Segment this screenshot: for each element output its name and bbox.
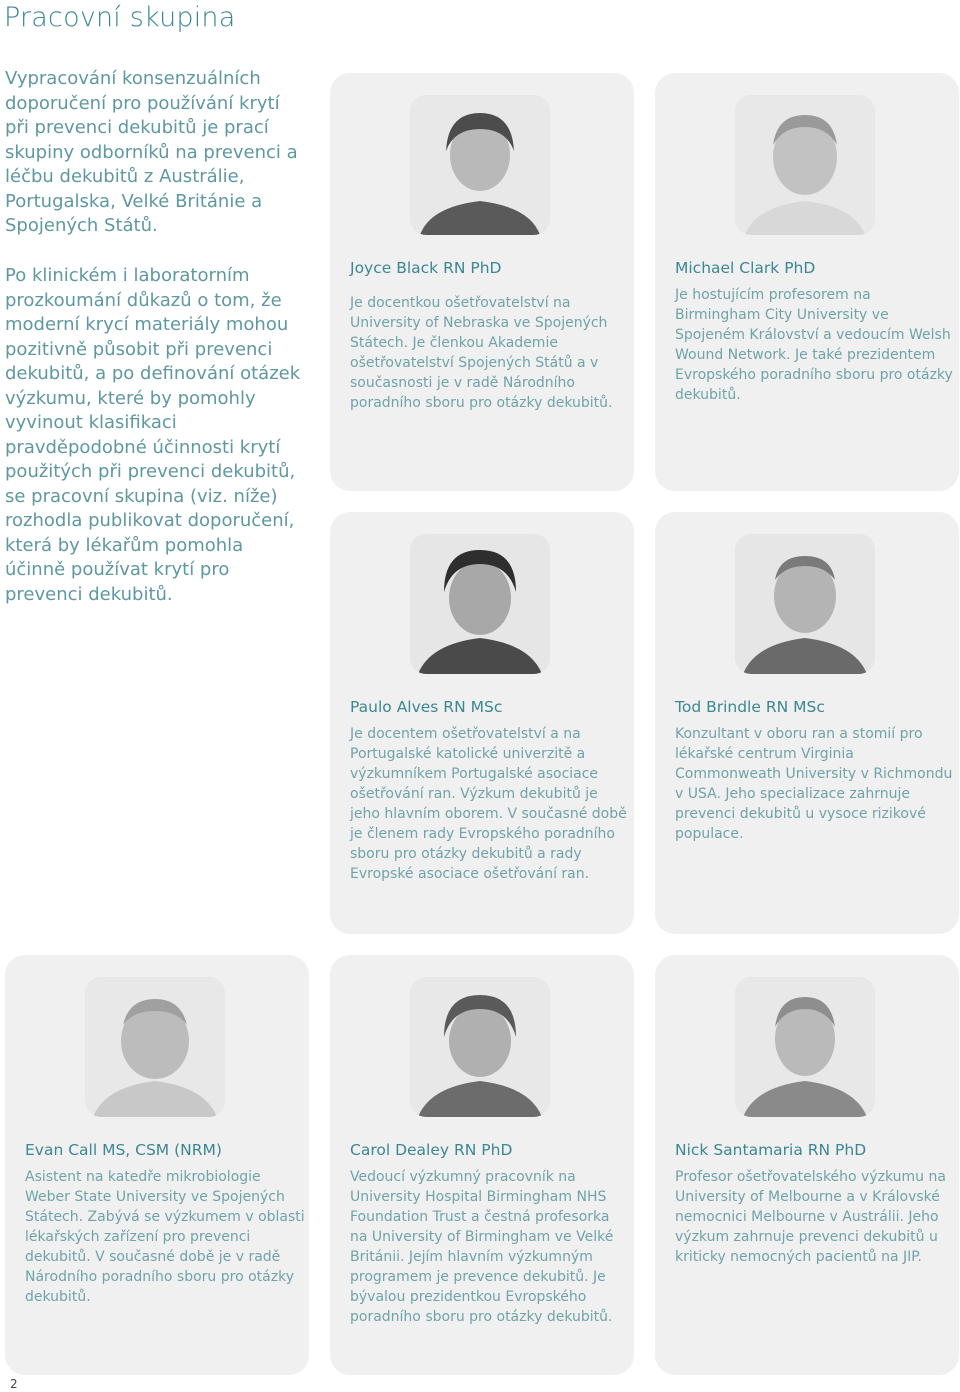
member-name: Carol Dealey RN PhD — [350, 1141, 513, 1159]
member-name: Nick Santamaria RN PhD — [675, 1141, 867, 1159]
member-card — [330, 955, 634, 1375]
page-title: Pracovní skupina — [4, 2, 236, 33]
member-name: Evan Call MS, CSM (NRM) — [25, 1141, 222, 1159]
portrait-photo — [410, 977, 550, 1117]
member-bio: Profesor ošetřovatelského výzkumu na University of Melbourne a v Královské nemocnici Melbourne v Austrálii. Jeho výzkum zahrnuje prevenci dekubitů u kriticky nemocných pacientů na JIP. — [675, 1169, 946, 1265]
intro-paragraph-detail: Po klinickém i laboratorním prozkoumání důkazů o tom, že moderní krycí materiály mohou pozitivně působit při prevenci dekubitů, a po definování otázek výzkumu, které by pomohly vyvinout klasifikaci pravděpodobné účinnosti krytí použitých při prevenci dekubitů, se pracovní skupina (viz. níže) rozhodla publikovat doporučení, která by lékařům pomohla účinně používat krytí pro prevenci dekubitů. — [5, 265, 301, 605]
member-bio: Je hostujícím profesorem na Birmingham City University ve Spojeném Království a vedoucím Welsh Wound Network. Je také prezidentem Evropského poradního sboru pro otázky dekubitů. — [675, 287, 953, 403]
member-bio: Je docentem ošetřovatelství a na Portugalské katolické univerzitě a výzkumníkem Portugalské asociace ošetřování ran. Výzkum dekubitů je jeho hlavním oborem. V současné době je členem rady Evropského poradního sboru pro otázky dekubitů a rady Evropské asociace ošetřování ran. — [350, 726, 627, 882]
member-name: Paulo Alves RN MSc — [350, 698, 503, 716]
portrait-photo — [735, 977, 875, 1117]
page-number: 2 — [10, 1377, 18, 1391]
member-card — [330, 73, 634, 491]
member-name: Michael Clark PhD — [675, 259, 816, 277]
member-bio: Asistent na katedře mikrobiologie Weber State University ve Spojených Státech. Zabývá se výzkumem v oblasti lékařských zařízení pro prevenci dekubitů. V současné době je v radě Národního poradního sboru pro otázky dekubitů. — [25, 1169, 305, 1305]
member-bio: Je docentkou ošetřovatelství na University of Nebraska ve Spojených Státech. Je členkou Akademie ošetřovatelství Spojených Států a v současnosti je v radě Národního poradního sboru pro otázky dekubitů. — [350, 295, 613, 411]
portrait-photo — [735, 95, 875, 235]
member-card — [655, 955, 959, 1375]
portrait-photo — [735, 534, 875, 674]
portrait-photo — [410, 534, 550, 674]
member-bio: Konzultant v oboru ran a stomií pro lékařské centrum Virginia Commonweath University v Richmondu v USA. Jeho specializace zahrnuje prevenci dekubitů u vysoce rizikové populace. — [675, 726, 953, 842]
portrait-photo — [410, 95, 550, 235]
member-card — [330, 512, 634, 934]
member-card — [5, 955, 309, 1375]
member-name: Tod Brindle RN MSc — [675, 698, 825, 716]
member-name: Joyce Black RN PhD — [350, 259, 502, 277]
portrait-photo — [85, 977, 225, 1117]
member-bio: Vedoucí výzkumný pracovník na University Hospital Birmingham NHS Foundation Trust a čestná profesorka na University of Birmingham ve Velké Británii. Jejím hlavním výzkumným programem je prevence dekubitů. Je bývalou prezidentkou Evropského poradního sboru pro otázky dekubitů. — [350, 1169, 614, 1325]
member-card — [655, 512, 959, 934]
member-card — [655, 73, 959, 491]
intro-paragraph: Vypracování konsenzuálních doporučení pro používání krytí při prevenci dekubitů je prací skupiny odborníků na prevenci a léčbu dekubitů z Austrálie, Portugalska, Velké Británie a Spojených Států. — [5, 68, 298, 236]
